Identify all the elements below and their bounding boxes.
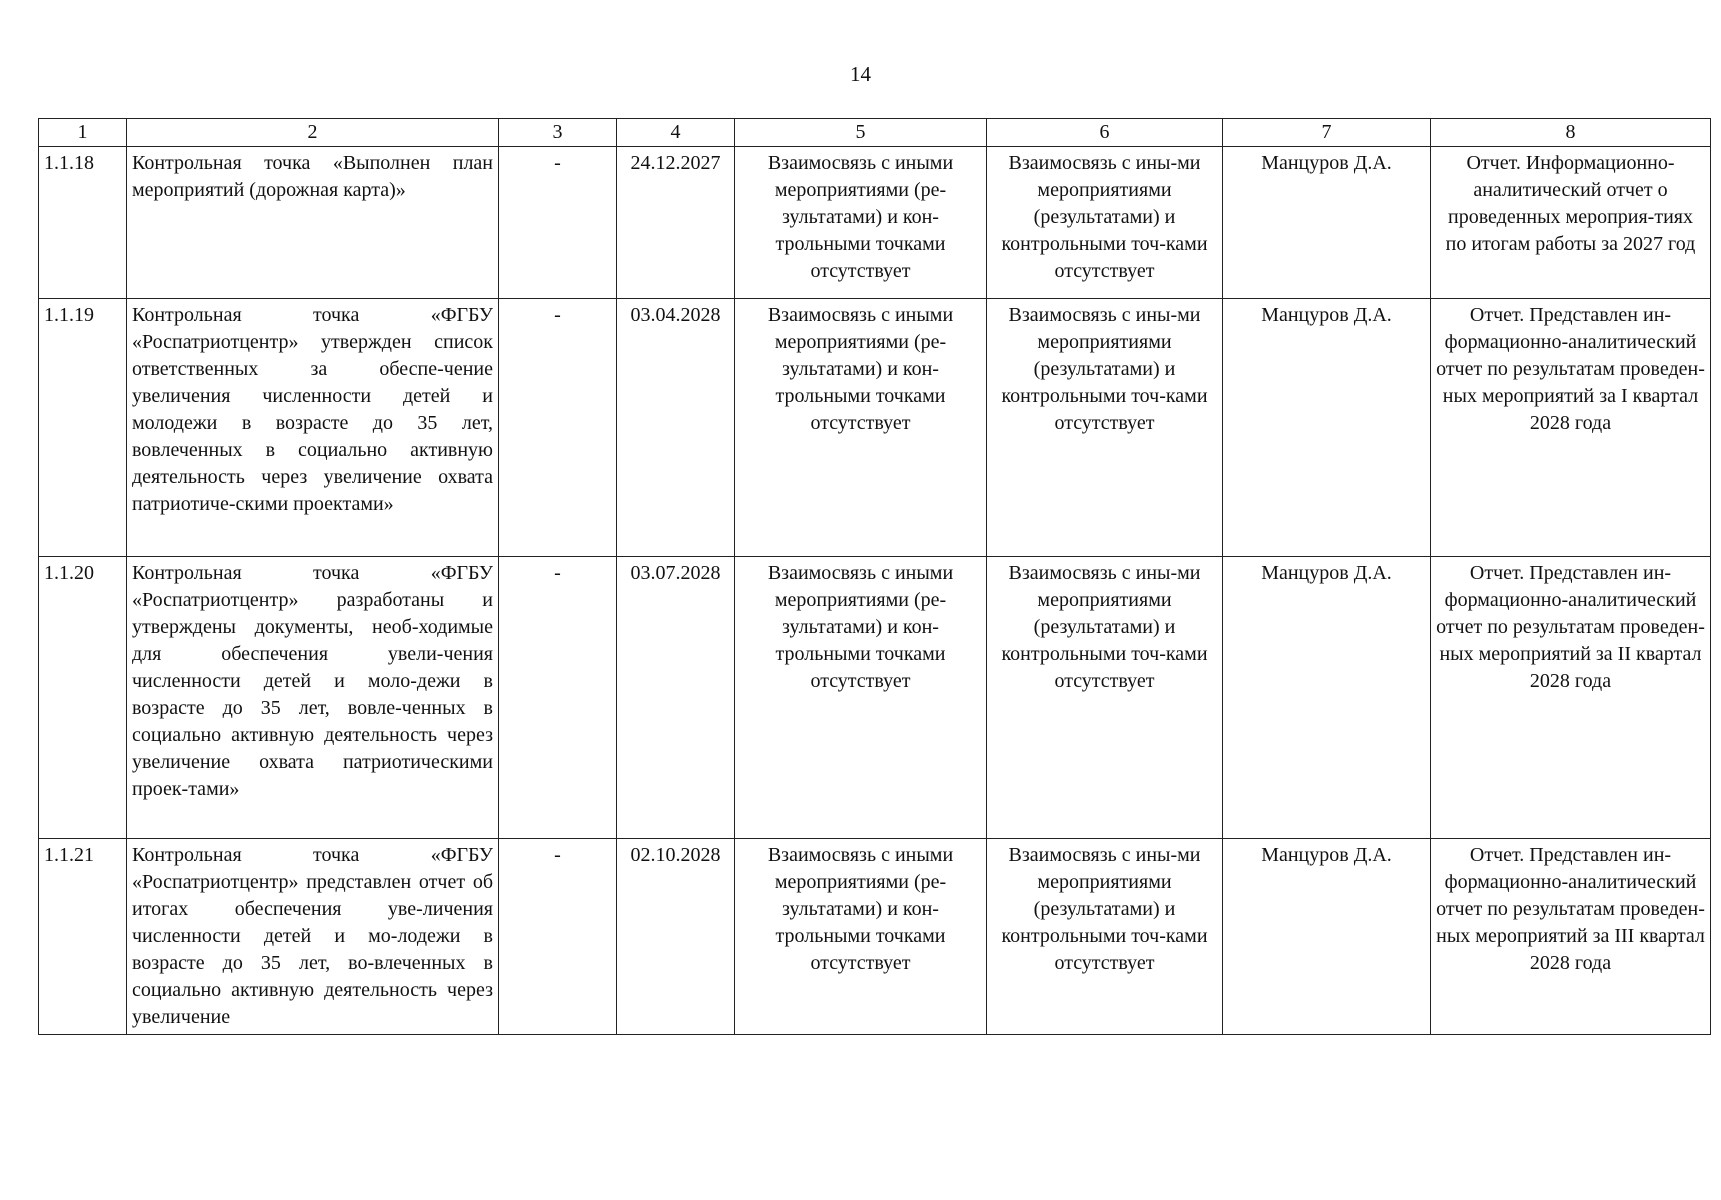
- control-point-name: Контрольная точка «Выполнен план мероприятий (дорожная карта)»: [127, 147, 499, 299]
- date-cell: 03.07.2028: [617, 557, 735, 839]
- date-cell: 03.04.2028: [617, 299, 735, 557]
- responsible-cell: Манцуров Д.А.: [1223, 299, 1431, 557]
- column-header-1: 1: [39, 119, 127, 147]
- column-header-3: 3: [499, 119, 617, 147]
- relation-results-cell: Взаимосвязь с иными мероприятиями (ре-зультатами) и кон-трольными точками отсутствует: [735, 147, 987, 299]
- column-header-5: 5: [735, 119, 987, 147]
- control-point-name: Контрольная точка «ФГБУ «Роспатриотцентр» представлен отчет об итогах обеспечения уве-личения численности детей и мо-лодежи в возрасте до 35 лет, во-влеченных в социально активную деятельность через увеличение: [127, 839, 499, 1035]
- result-cell: Отчет. Информационно-аналитический отчет о проведенных мероприя-тиях по итогам работы за 2027 год: [1431, 147, 1711, 299]
- column-number-row: [39, 119, 1711, 147]
- relation-results-cell: Взаимосвязь с иными мероприятиями (ре-зультатами) и кон-трольными точками отсутствует: [735, 839, 987, 1035]
- column-header-2: 2: [127, 119, 499, 147]
- table-row: [39, 557, 1711, 839]
- result-cell: Отчет. Представлен ин-формационно-аналитический отчет по результатам проведен-ных мероприятий за III квартал 2028 года: [1431, 839, 1711, 1035]
- table-row: [39, 299, 1711, 557]
- date-cell: 24.12.2027: [617, 147, 735, 299]
- control-points-table: [38, 118, 1711, 1035]
- result-cell: Отчет. Представлен ин-формационно-аналитический отчет по результатам проведен-ных мероприятий за I квартал 2028 года: [1431, 299, 1711, 557]
- date-cell: 02.10.2028: [617, 839, 735, 1035]
- relation-controls-cell: Взаимосвязь с ины-ми мероприятиями (результатами) и контрольными точ-ками отсутствует: [987, 147, 1223, 299]
- dash-cell: -: [499, 557, 617, 839]
- dash-cell: -: [499, 299, 617, 557]
- dash-cell: -: [499, 147, 617, 299]
- column-header-6: 6: [987, 119, 1223, 147]
- relation-results-cell: Взаимосвязь с иными мероприятиями (ре-зультатами) и кон-трольными точками отсутствует: [735, 299, 987, 557]
- relation-results-cell: Взаимосвязь с иными мероприятиями (ре-зультатами) и кон-трольными точками отсутствует: [735, 557, 987, 839]
- responsible-cell: Манцуров Д.А.: [1223, 557, 1431, 839]
- row-number: 1.1.18: [39, 147, 127, 299]
- row-number: 1.1.21: [39, 839, 127, 1035]
- column-header-8: 8: [1431, 119, 1711, 147]
- table-row: [39, 839, 1711, 1035]
- dash-cell: -: [499, 839, 617, 1035]
- column-header-4: 4: [617, 119, 735, 147]
- control-point-name: Контрольная точка «ФГБУ «Роспатриотцентр» разработаны и утверждены документы, необ-ходимые для обеспечения увели-чения численности детей и моло-дежи в возрасте до 35 лет, вовле-ченных в социально активную деятельность через увеличение охвата патриотическими проек-тами»: [127, 557, 499, 839]
- result-cell: Отчет. Представлен ин-формационно-аналитический отчет по результатам проведен-ных мероприятий за II квартал 2028 года: [1431, 557, 1711, 839]
- page-number: 14: [850, 62, 871, 86]
- table-row: [39, 147, 1711, 299]
- column-header-7: 7: [1223, 119, 1431, 147]
- row-number: 1.1.20: [39, 557, 127, 839]
- relation-controls-cell: Взаимосвязь с ины-ми мероприятиями (результатами) и контрольными точ-ками отсутствует: [987, 299, 1223, 557]
- relation-controls-cell: Взаимосвязь с ины-ми мероприятиями (результатами) и контрольными точ-ками отсутствует: [987, 557, 1223, 839]
- responsible-cell: Манцуров Д.А.: [1223, 147, 1431, 299]
- relation-controls-cell: Взаимосвязь с ины-ми мероприятиями (результатами) и контрольными точ-ками отсутствует: [987, 839, 1223, 1035]
- responsible-cell: Манцуров Д.А.: [1223, 839, 1431, 1035]
- control-point-name: Контрольная точка «ФГБУ «Роспатриотцентр» утвержден список ответственных за обеспе-чение увеличения численности детей и молодежи в возрасте до 35 лет, вовлеченных в социально активную деятельность через увеличение охвата патриотиче-скими проектами»: [127, 299, 499, 557]
- row-number: 1.1.19: [39, 299, 127, 557]
